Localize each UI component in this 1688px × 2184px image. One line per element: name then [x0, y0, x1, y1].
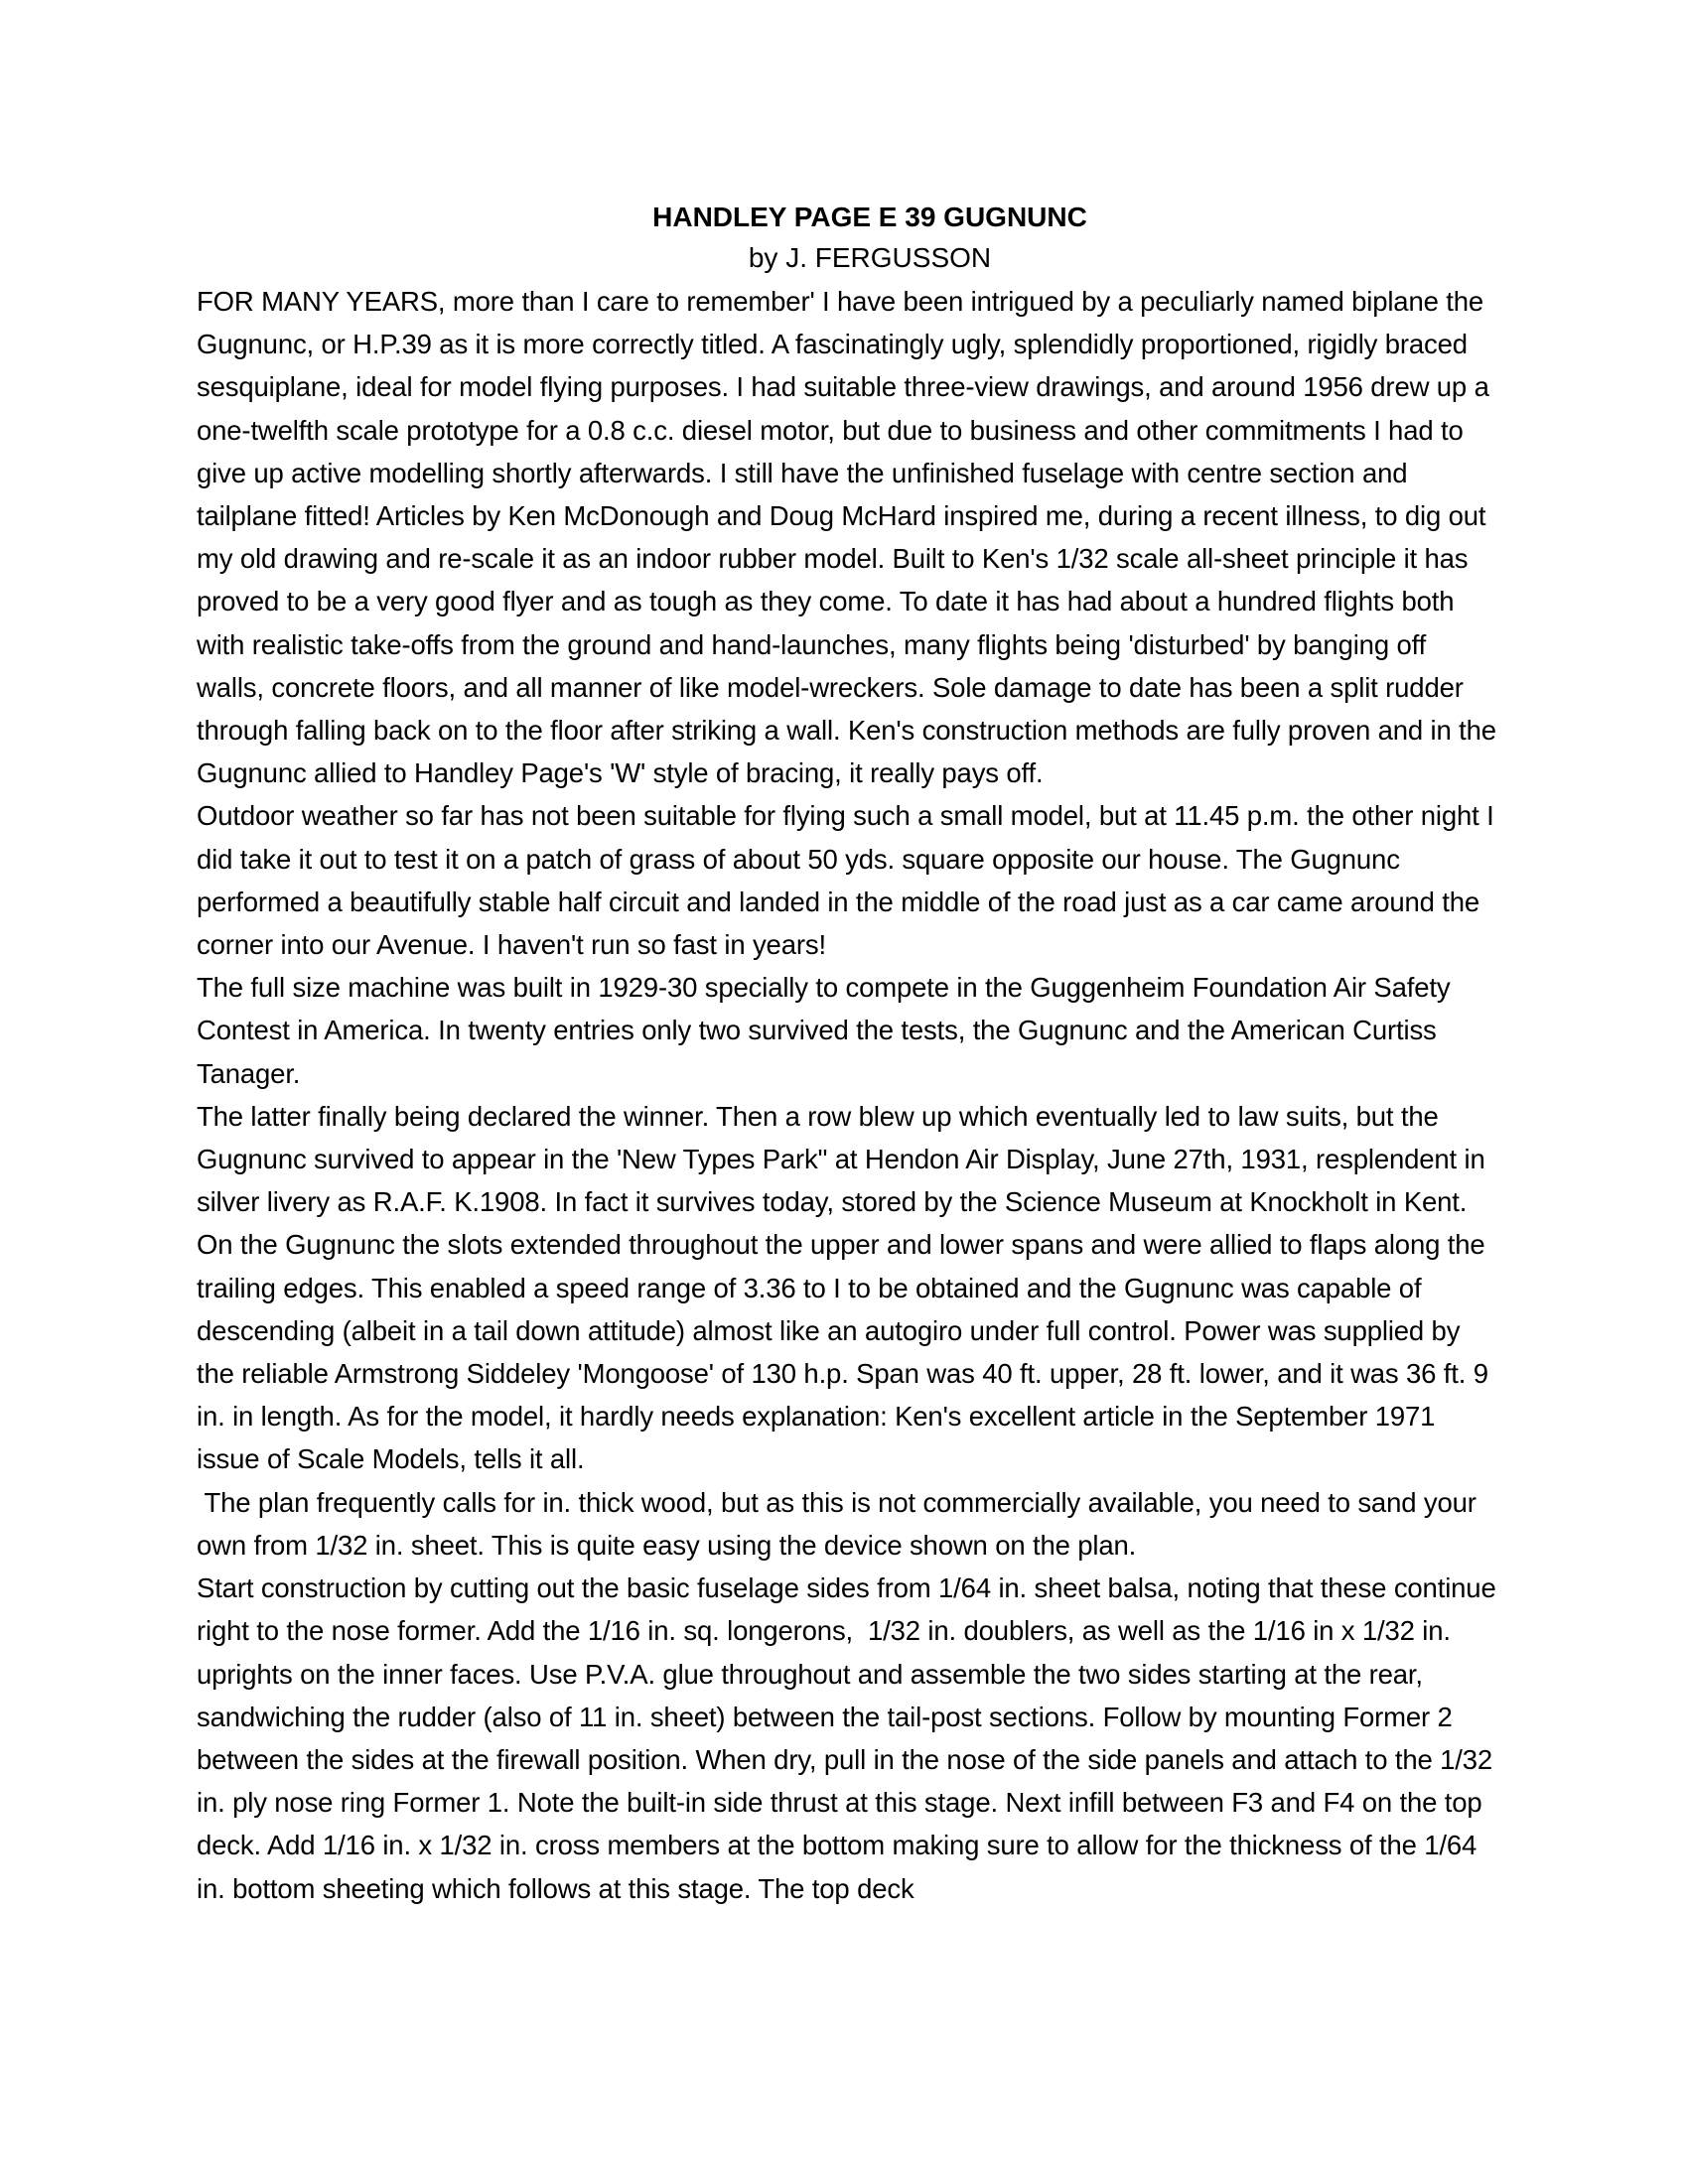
document-byline: by J. FERGUSSON — [748, 242, 992, 273]
paragraph-6: Start construction by cutting out the basic fuselage sides from 1/64 in. sheet balsa, noting that these continue right to the nose former. Add the 1/16 in. sq. longerons, 1/32 in. doublers, as well as the 1/16 in x 1/32 in. uprights on the inner faces. Use P.V.A. glue throughout and assemble the two sides starting at the rear, sandwiching the rudder (also of 11 in. sheet) between the tail-post sections. Follow by mounting Former 2 between the sides at the firewall position. When dry, pull in the nose of the side panels and attach to the 1/32 in. ply nose ring Former 1. Note the built-in side thrust at this stage. Next infill between F3 and F4 on the top deck. Add 1/16 in. x 1/32 in. cross members at the bottom making sure to allow for the thickness of the 1/64 in. bottom sheeting which follows at this stage. The top deck — [197, 1572, 1504, 1904]
paragraph-4: The latter finally being declared the winner. Then a row blew up which eventually led to law suits, but the Gugnunc survived to appear in the 'New Types Park" at Hendon Air Display, June 27th, 1931, resplendent in silver livery as R.A.F. K.1908. In fact it survives today, stored by the Science Museum at Knockholt in Kent. On the Gugnunc the slots extended throughout the upper and lower spans and were allied to flaps along the trailing edges. This enabled a speed range of 3.36 to I to be obtained and the Gugnunc was capable of descending (albeit in a tail down attitude) almost like an autogiro under full control. Power was supplied by the reliable Armstrong Siddeley 'Mongoose' of 130 h.p. Span was 40 ft. upper, 28 ft. lower, and it was 36 ft. 9 in. in length. As for the model, it hardly needs explanation: Ken's excellent article in the September 1971 issue of Scale Models, tells it all. — [197, 1100, 1488, 1475]
paragraph-5: The plan frequently calls for in. thick wood, but as this is not commercially available, you need to sand your own from 1/32 in. sheet. This is quite easy using the device shown on the plan. — [197, 1486, 1484, 1561]
paragraph-3: The full size machine was built in 1929-30 specially to compete in the Guggenheim Foundation Air Safety Contest in America. In twenty entries only two survived the tests, the Gugnunc and the American Curtiss Tanager. — [197, 972, 1451, 1089]
paragraph-2: Outdoor weather so far has not been suitable for flying such a small model, but at 11.45 p.m. the other night I did take it out to test it on a patch of grass of about 50 yds. square opposite our house. The Gugnunc performed a beautifully stable half circuit and landed in the middle of the road just as a car came around the corner into our Avenue. I haven't run so fast in years! — [197, 800, 1494, 961]
paragraph-1: FOR MANY YEARS, more than I care to remember' I have been intrigued by a peculiarly named biplane the Gugnunc, or H.P.39 as it is more correctly titled. A fascinatingly ugly, splendidly proportioned, rigidly braced sesquiplane, ideal for model flying purposes. I had suitable three-view drawings, and around 1956 drew up a one-twelfth scale prototype for a 0.8 c.c. diesel motor, but due to business and other commitments I had to give up active modelling shortly afterwards. I still have the unfinished fuselage with centre section and tailplane fitted! Articles by Ken McDonough and Doug McHard inspired me, during a recent illness, to dig out my old drawing and re-scale it as an indoor rubber model. Built to Ken's 1/32 scale all-sheet principle it has proved to be a very good flyer and as tough as they come. To date it has had about a hundred flights both with realistic take-offs from the ground and hand-launches, many flights being 'disturbed' by banging off walls, concrete floors, and all manner of like model-wreckers. Sole damage to date has been a split rudder through falling back on to the floor after striking a wall. Ken's construction methods are fully proven and in the Gugnunc allied to Handley Page's 'W' style of bracing, it really pays off. — [197, 286, 1496, 789]
document-title: HANDLEY PAGE E 39 GUGNUNC — [652, 202, 1087, 232]
document-page — [197, 199, 1504, 1910]
